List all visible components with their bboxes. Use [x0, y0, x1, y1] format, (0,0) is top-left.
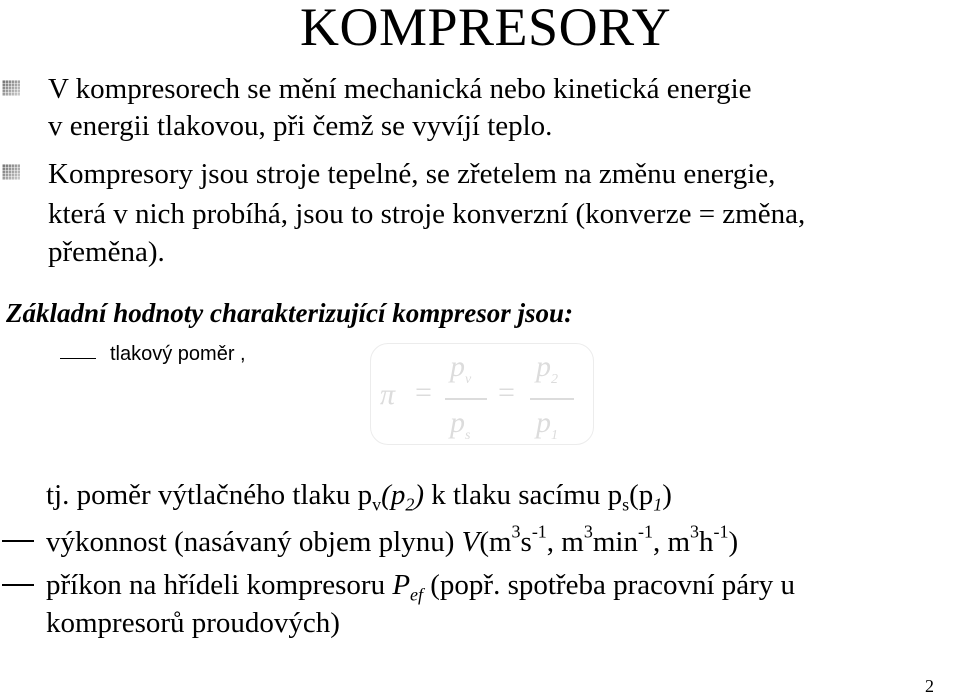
- formula-den-2: $p_1$: [536, 406, 558, 443]
- page-title: KOMPRESORY: [300, 0, 672, 57]
- formula-num-2: $p_2$: [536, 350, 558, 387]
- page-number: 2: [925, 676, 934, 696]
- formula-eq-1: =: [415, 376, 432, 409]
- bullet-1-line-2: v energii tlakovou, při čemž se vyvíjí teplo.: [48, 110, 553, 142]
- dash-icon: [2, 540, 34, 542]
- power-line-2: kompresorů proudových): [46, 607, 340, 639]
- formula-eq-2: =: [498, 376, 515, 409]
- bullet-icon: [2, 80, 20, 96]
- bullet-2-line-1: Kompresory jsou stroje tepelné, se zřetelem na změnu energie,: [48, 158, 776, 190]
- capacity-line: výkonnost (nasávaný objem plynu) $V(m^3s^{-1}$, $m^3\min^{-1}$, $m^3h^{-1}$): [46, 521, 739, 558]
- formula-num-1: $p_v$: [450, 350, 472, 387]
- bullet-icon: [2, 164, 20, 180]
- power-line-1: příkon na hřídeli kompresoru $P_{ef}$ (popř. spotřeba pracovní páry u: [46, 569, 796, 605]
- bullet-1-line-1: V kompresorech se mění mechanická nebo kinetická energie: [48, 73, 752, 105]
- formula-fraction-bar-1: [445, 398, 487, 400]
- formula-den-1: $p_s$: [450, 406, 471, 443]
- formula-pi: π: [380, 378, 396, 411]
- dash-icon: [60, 358, 96, 359]
- bullet-2-line-2: která v nich probíhá, jsou to stroje konverzní (konverze = změna,: [48, 198, 806, 230]
- dash-icon: [2, 584, 34, 586]
- subheading: Základní hodnoty charakterizující kompresor jsou:: [6, 298, 574, 328]
- bullet-2-line-3: přeměna).: [48, 236, 165, 268]
- formula-box: [370, 343, 594, 445]
- pressure-ratio-label: tlakový poměr ,: [110, 343, 246, 365]
- explanation-line: tj. poměr výtlačného tlaku $p_v(p_2)$ k tlaku sacímu $p_s(p_1)$: [46, 479, 672, 515]
- formula-fraction-bar-2: [530, 398, 574, 400]
